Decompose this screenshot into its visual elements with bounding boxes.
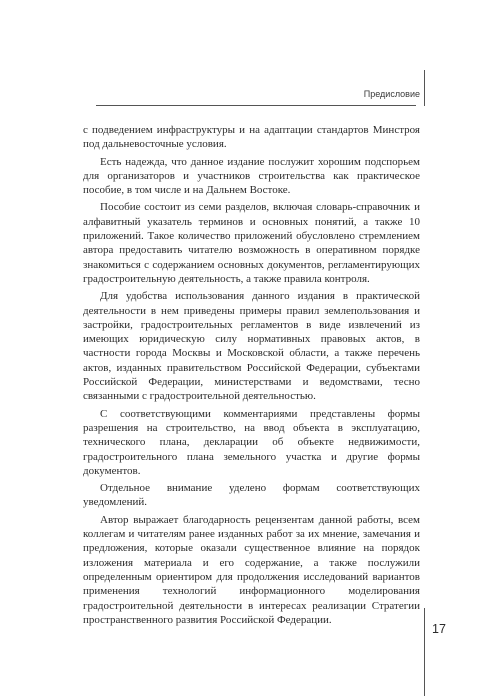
page-number: 17 [432,622,446,636]
paragraph: Для удобства использования данного издания в практической деятельности в нем приведены примеры правил землепользования и застройки, градостроительных регламентов в виде извлечений из имеющих юридическую силу нормативных правовых актов, в частности города Москвы и Московской области, а также перечень актов, изданных правительством Российской Федерации, субъектами Российской Федерации, министерствами и ведомствами, тесно связанными с градостроительной деятельностью. [83,290,420,403]
paragraph: Автор выражает благодарность рецензентам данной работы, всем коллегам и читателям ранее изданных работ за их мнение, замечания и предложения, которые оказали существенное влияние на порядок изложения материала и его содержание, а также послужили определенным ориентиром для продолжения исследований вариантов применения технологий информационного моделирования градостроительной деятельности в интересах реализации Стратегии пространственного развития Российской Федерации. [83,513,420,626]
margin-rule-top [424,70,425,106]
paragraph: Есть надежда, что данное издание послужит хорошим подспорьем для организаторов и участников строительства как практическое пособие, в том числе и на Дальнем Востоке. [83,155,420,197]
paragraph: С соответствующими комментариями представлены формы разрешения на строительство, на ввод объекта в эксплуатацию, технического плана, декларации об объекте недвижимости, градостроительного плана земельного участка и другие формы документов. [83,407,420,477]
paragraph: Отдельное внимание уделено формам соответствующих уведомлений. [83,482,420,509]
paragraph-continuation: с подведением инфраструктуры и на адаптации стандартов Минстроя под дальневосточные условия. [83,124,420,151]
page-body [83,123,420,630]
running-header-title: Предисловие [363,89,420,99]
margin-rule-bottom [424,608,425,696]
paragraph: Пособие состоит из семи разделов, включая словарь-справочник и алфавитный указатель терминов и основных понятий, а также 10 приложений. Такое количество приложений обусловлено стремлением автора предоставить читателю возможность в оперативном порядке знакомиться с содержанием основных документов, регламентирующих градостроительную деятельность, а также правила контроля. [83,201,420,285]
header-rule [96,105,416,106]
